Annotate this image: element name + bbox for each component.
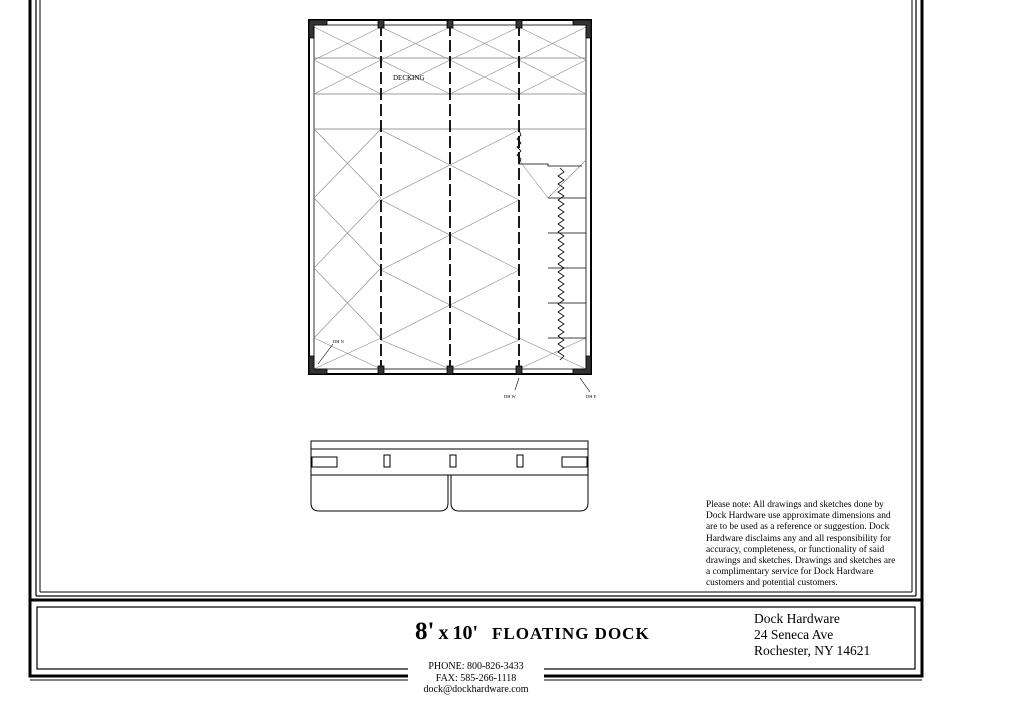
leader-lines — [318, 344, 590, 392]
bolt-1 — [384, 455, 390, 467]
dock-name: FLOATING DOCK — [492, 624, 650, 643]
company-street: 24 Seneca Ave — [754, 627, 834, 642]
joist-cap-3-bottom — [516, 366, 522, 374]
joist-cap-1-top — [378, 20, 384, 28]
note-line: accuracy, completeness, or functionality of said — [706, 544, 885, 555]
note-line: are to be used as a reference or suggestion. Dock — [706, 522, 890, 533]
dock-side-elevation — [311, 441, 588, 511]
dock-length: 10' — [452, 622, 479, 644]
note-line: customers and potential customers. — [706, 578, 838, 589]
note-line: a complimentary service for Dock Hardware — [706, 567, 874, 578]
dock-plan-view — [309, 20, 597, 399]
company-city: Rochester, NY 14621 — [754, 643, 871, 658]
decking-label: DECKING — [393, 74, 425, 82]
note-line: Dock Hardware use approximate dimensions and — [706, 511, 891, 522]
cutaway-break — [517, 130, 586, 360]
bolt-2 — [450, 455, 456, 467]
drawing-title — [415, 618, 650, 646]
contact-email[interactable]: dock@dockhardware.com — [423, 684, 529, 695]
float-right — [451, 475, 588, 511]
dimension-separator: x — [438, 622, 449, 644]
note-line: Please note: All drawings and sketches done by — [706, 500, 884, 510]
bolt-3 — [517, 455, 523, 467]
corner-bracket-sw — [309, 356, 327, 374]
hardware-label-nw: DH N — [333, 339, 344, 344]
side-rail-right — [562, 457, 587, 467]
company-name: Dock Hardware — [754, 611, 840, 626]
joist-cap-2-top — [447, 20, 453, 28]
corner-bracket-se — [573, 356, 591, 374]
contact-fax: FAX: 585-266-1118 — [435, 672, 517, 684]
dock-width: 8' — [415, 618, 435, 645]
joist-cap-3-top — [516, 20, 522, 28]
joist-cap-2-bottom — [447, 366, 453, 374]
hardware-label-w: DH W — [504, 394, 516, 399]
note-line: drawings and sketches. Drawings and sketches are — [706, 556, 896, 567]
company-address — [754, 611, 870, 659]
contact-info — [408, 661, 544, 696]
joist-cap-1-bottom — [378, 366, 384, 374]
hardware-label-e: DH E — [586, 394, 597, 399]
contact-phone: PHONE: 800-826-3433 — [428, 661, 524, 672]
disclaimer-note — [706, 500, 912, 590]
side-rail-left — [312, 457, 337, 467]
note-line: Hardware disclaims any and all responsibility for — [706, 533, 891, 544]
float-left — [311, 475, 448, 511]
